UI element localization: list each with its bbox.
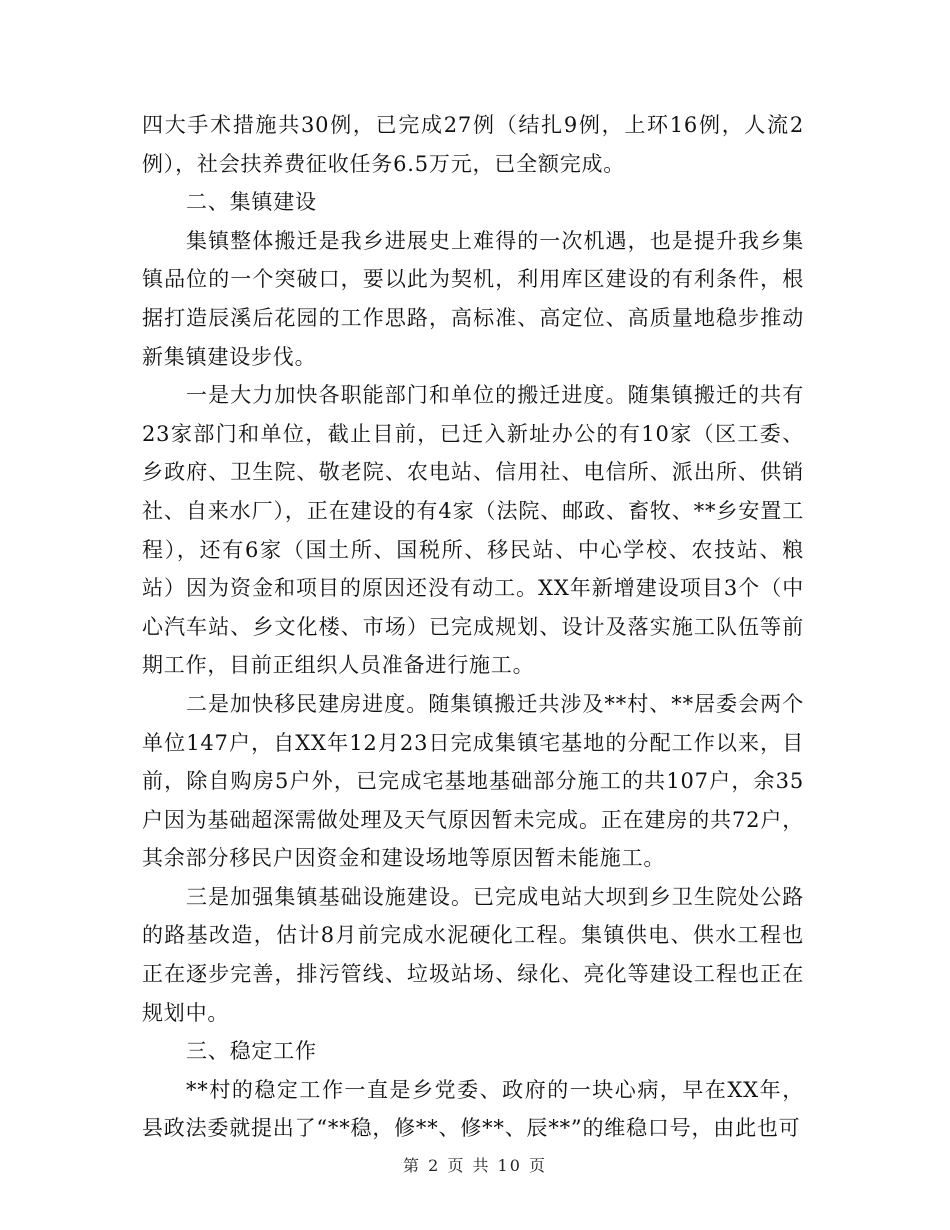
paragraph-resident-housing: 二是加快移民建房进度。随集镇搬迁共涉及**村、**居委会两个单位147户，自XX年12月23日完成集镇宅基地的分配工作以来，目前，除自购房5户外，已完成宅基地基础部分施工的共107户，余35户因为基础超深需做处理及天气原因暂未完成。正在建房的共72户，其余部分移民户因资金和建设场地等原因暂未能施工。 (142, 691, 804, 871)
paragraph-infrastructure: 三是加强集镇基础设施建设。已完成电站大坝到乡卫生院处公路的路基改造，估计8月前完成水泥硬化工程。集镇供电、供水工程也正在逐步完善，排污管线、垃圾站场、绿化、亮化等建设工程也正在规划中。 (142, 884, 804, 1025)
section-heading-town-construction: 二、集镇建设 (186, 190, 317, 215)
paragraph-department-relocation: 一是大力加快各职能部门和单位的搬迁进度。随集镇搬迁的共有23家部门和单位，截止目前，已迁入新址办公的有10家（区工委、乡政府、卫生院、敬老院、农电站、信用社、电信所、派出所、供销社、自来水厂），正在建设的有4家（法院、邮政、畜牧、**乡安置工程），还有6家（国土所、国税所、移民站、中心学校、农技站、粮站）因为资金和项目的原因还没有动工。XX年新增建设项目3个（中心汽车站、乡文化楼、市场）已完成规划、设计及落实施工队伍等前期工作，目前正组织人员准备进行施工。 (142, 383, 804, 678)
paragraph-stability-work: **村的稳定工作一直是乡党委、政府的一块心病，早在XX年，县政法委就提出了“**稳，修**、修**、辰**”的维稳口号，由此也可 (142, 1077, 804, 1141)
document-body (142, 106, 804, 1148)
section-heading-stability-work: 三、稳定工作 (186, 1039, 317, 1064)
paragraph-town-relocation-intro: 集镇整体搬迁是我乡进展史上难得的一次机遇，也是提升我乡集镇品位的一个突破口，要以此为契机，利用库区建设的有利条件，根据打造辰溪后花园的工作思路，高标准、高定位、高质量地稳步推动新集镇建设步伐。 (142, 228, 804, 369)
page-number-footer: 第 2 页 共 10 页 (403, 1156, 547, 1175)
paragraph-family-planning-summary: 四大手术措施共30例，已完成27例（结扎9例，上环16例，人流2例），社会扶养费征收任务6.5万元，已全额完成。 (142, 113, 804, 176)
